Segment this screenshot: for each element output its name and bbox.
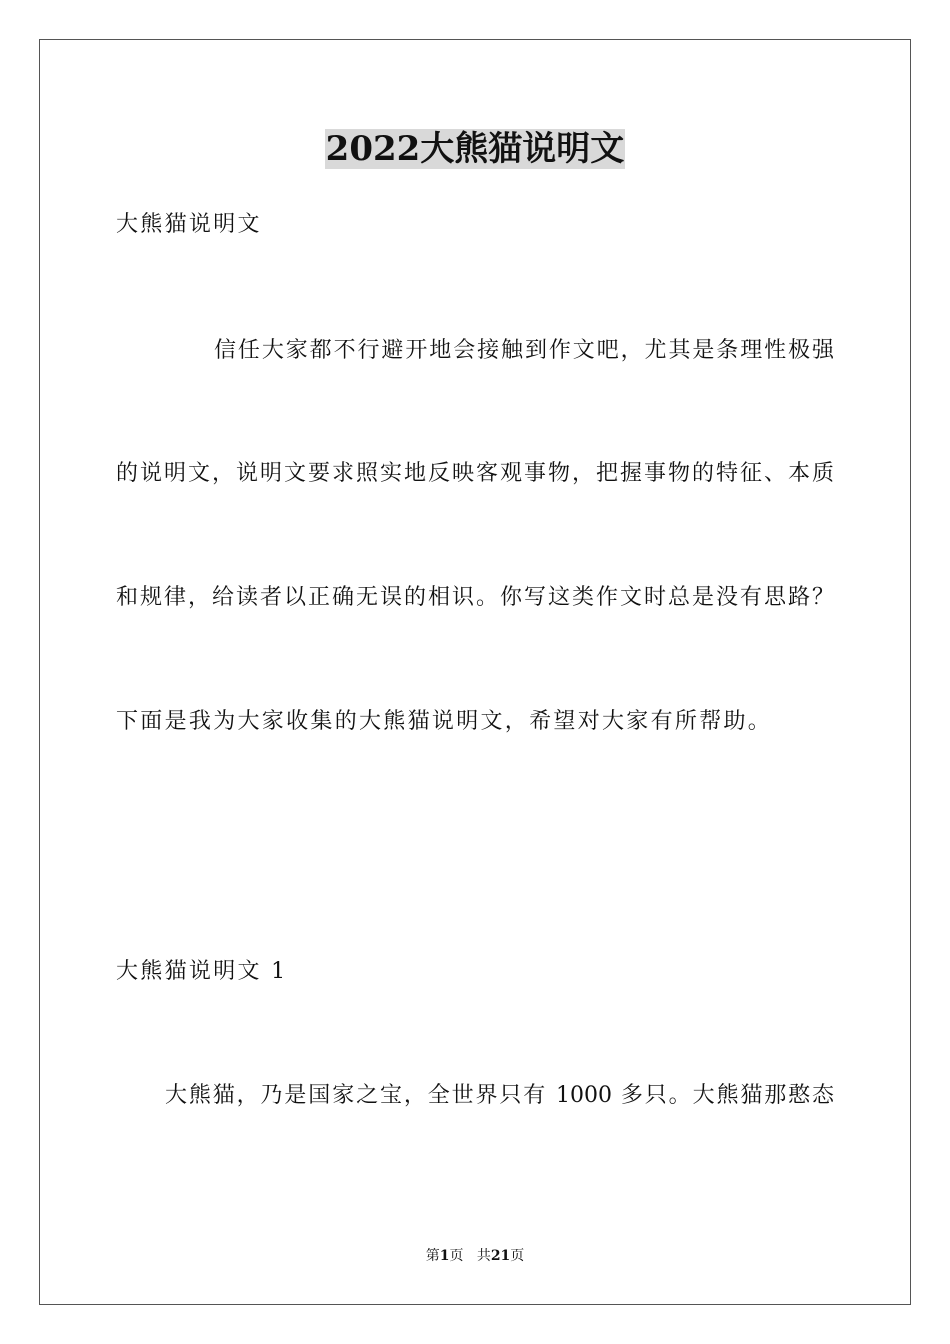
total-prefix: 共 [476,1248,491,1264]
intro-line-1: 信任大家都不行避开地会接触到作文吧，尤其是条理性极强 [214,338,834,363]
document-title [0,128,950,170]
page-prefix: 第 [425,1248,440,1264]
intro-line-2: 的说明文，说明文要求照实地反映客观事物，把握事物的特征、本质 [116,461,834,486]
document-heading: 大熊猫说明文 [116,212,262,237]
intro-line-3: 和规律，给读者以正确无误的相识。你写这类作文时总是没有思路？ [116,585,834,610]
page-suffix: 页 [449,1248,464,1264]
document-title-text: 2022大熊猫说明文 [325,129,625,169]
section-heading: 大熊猫说明文 1 [116,959,288,984]
total-page-count: 21 [490,1248,511,1264]
current-page-number: 1 [439,1248,450,1264]
total-suffix: 页 [510,1248,525,1264]
section-paragraph-line: 大熊猫，乃是国家之宝，全世界只有 1000 多只。大熊猫那憨态 [165,1083,834,1108]
intro-line-4: 下面是我为大家收集的大熊猫说明文，希望对大家有所帮助。 [116,709,773,734]
page-footer [0,1246,950,1266]
